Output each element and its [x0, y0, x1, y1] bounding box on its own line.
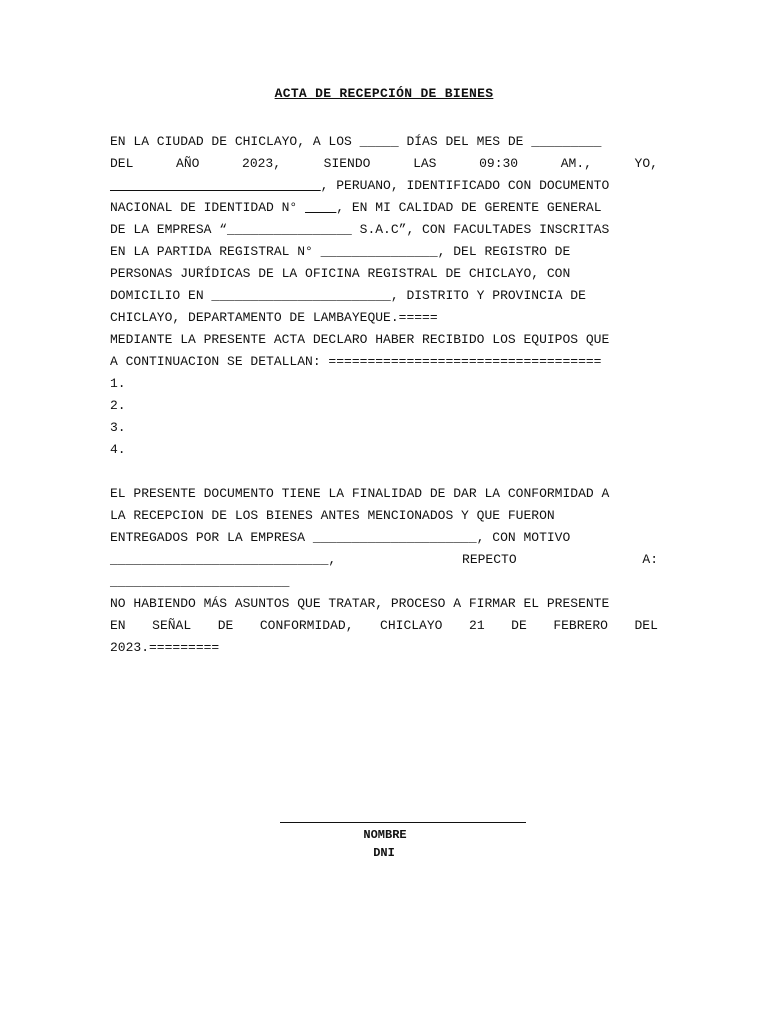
list-item: 4.: [110, 442, 126, 457]
intro-line-2: [110, 153, 658, 175]
id-blank: ____: [305, 200, 337, 215]
word: 09:30: [479, 156, 519, 171]
closing-line-2: [110, 615, 658, 637]
purpose-line-5: _______________________: [110, 574, 290, 589]
purpose-line-1: EL PRESENTE DOCUMENTO TIENE LA FINALIDAD DE DAR LA CONFORMIDAD A: [110, 486, 610, 501]
word: SEÑAL: [152, 618, 192, 633]
id-label: NACIONAL DE IDENTIDAD N°: [110, 200, 306, 215]
closing-paragraph: [110, 593, 658, 659]
declaration-paragraph: [110, 329, 658, 373]
word: LAS: [413, 156, 437, 171]
purpose-line-4: [110, 549, 658, 571]
intro-line-9: CHICLAYO, DEPARTAMENTO DE LAMBAYEQUE.=====: [110, 310, 438, 325]
intro-line-1: EN LA CIUDAD DE CHICLAYO, A LOS _____ DÍAS DEL MES DE _________: [110, 134, 602, 149]
word: 2023,: [242, 156, 282, 171]
declaration-line-1: MEDIANTE LA PRESENTE ACTA DECLARO HABER RECIBIDO LOS EQUIPOS QUE: [110, 332, 610, 347]
signature-name-label: NOMBRE: [363, 828, 407, 842]
word: 21: [469, 618, 485, 633]
list-item: 1.: [110, 376, 126, 391]
purpose-line-2: LA RECEPCION DE LOS BIENES ANTES MENCIONADOS Y QUE FUERON: [110, 508, 555, 523]
word: CONFORMIDAD,: [259, 618, 354, 633]
signature-dni-label: DNI: [373, 846, 395, 860]
word: DEL: [634, 618, 658, 633]
word: ____________________________,: [110, 552, 337, 567]
intro-line-8: DOMICILIO EN _______________________, DISTRITO Y PROVINCIA DE: [110, 288, 586, 303]
declaration-line-2: A CONTINUACION SE DETALLAN: ===================================: [110, 354, 602, 369]
intro-line-3-text: , PERUANO, IDENTIFICADO CON DOCUMENTO: [320, 178, 610, 193]
intro-line-7: PERSONAS JURÍDICAS DE LA OFICINA REGISTRAL DE CHICLAYO, CON: [110, 266, 571, 281]
list-item: 3.: [110, 420, 126, 435]
word: SIENDO: [323, 156, 371, 171]
word: FEBRERO: [553, 618, 608, 633]
word: AM.,: [560, 156, 592, 171]
word: DE: [217, 618, 234, 633]
name-blank: ___________________________: [110, 178, 321, 193]
word: YO,: [634, 156, 658, 171]
signature-block: [0, 822, 768, 862]
intro-line-4-text: , EN MI CALIDAD DE GERENTE GENERAL: [336, 200, 602, 215]
word: DE: [511, 618, 527, 633]
intro-line-6: EN LA PARTIDA REGISTRAL N° _______________, DEL REGISTRO DE: [110, 244, 571, 259]
word: A:: [642, 552, 658, 567]
word: EN: [110, 618, 126, 633]
list-item: 2.: [110, 398, 126, 413]
items-list: [110, 373, 658, 461]
document-title: ACTA DE RECEPCIÓN DE BIENES: [274, 86, 494, 101]
intro-line-4: [110, 197, 658, 219]
document-body: [110, 131, 658, 659]
word: REPECTO: [462, 552, 517, 567]
word: AÑO: [176, 156, 200, 171]
spacer: [110, 461, 658, 483]
purpose-paragraph: [110, 483, 658, 593]
closing-line-3: 2023.=========: [110, 640, 220, 655]
intro-line-5: DE LA EMPRESA “________________ S.A.C”, CON FACULTADES INSCRITAS: [110, 222, 610, 237]
purpose-line-3: ENTREGADOS POR LA EMPRESA _____________________, CON MOTIVO: [110, 530, 571, 545]
intro-line-3: [110, 175, 658, 197]
intro-paragraph: [110, 131, 658, 329]
word: DEL: [110, 156, 134, 171]
signature-line: [280, 822, 526, 823]
closing-line-1: NO HABIENDO MÁS ASUNTOS QUE TRATAR, PROCESO A FIRMAR EL PRESENTE: [110, 596, 610, 611]
word: CHICLAYO: [380, 618, 443, 633]
